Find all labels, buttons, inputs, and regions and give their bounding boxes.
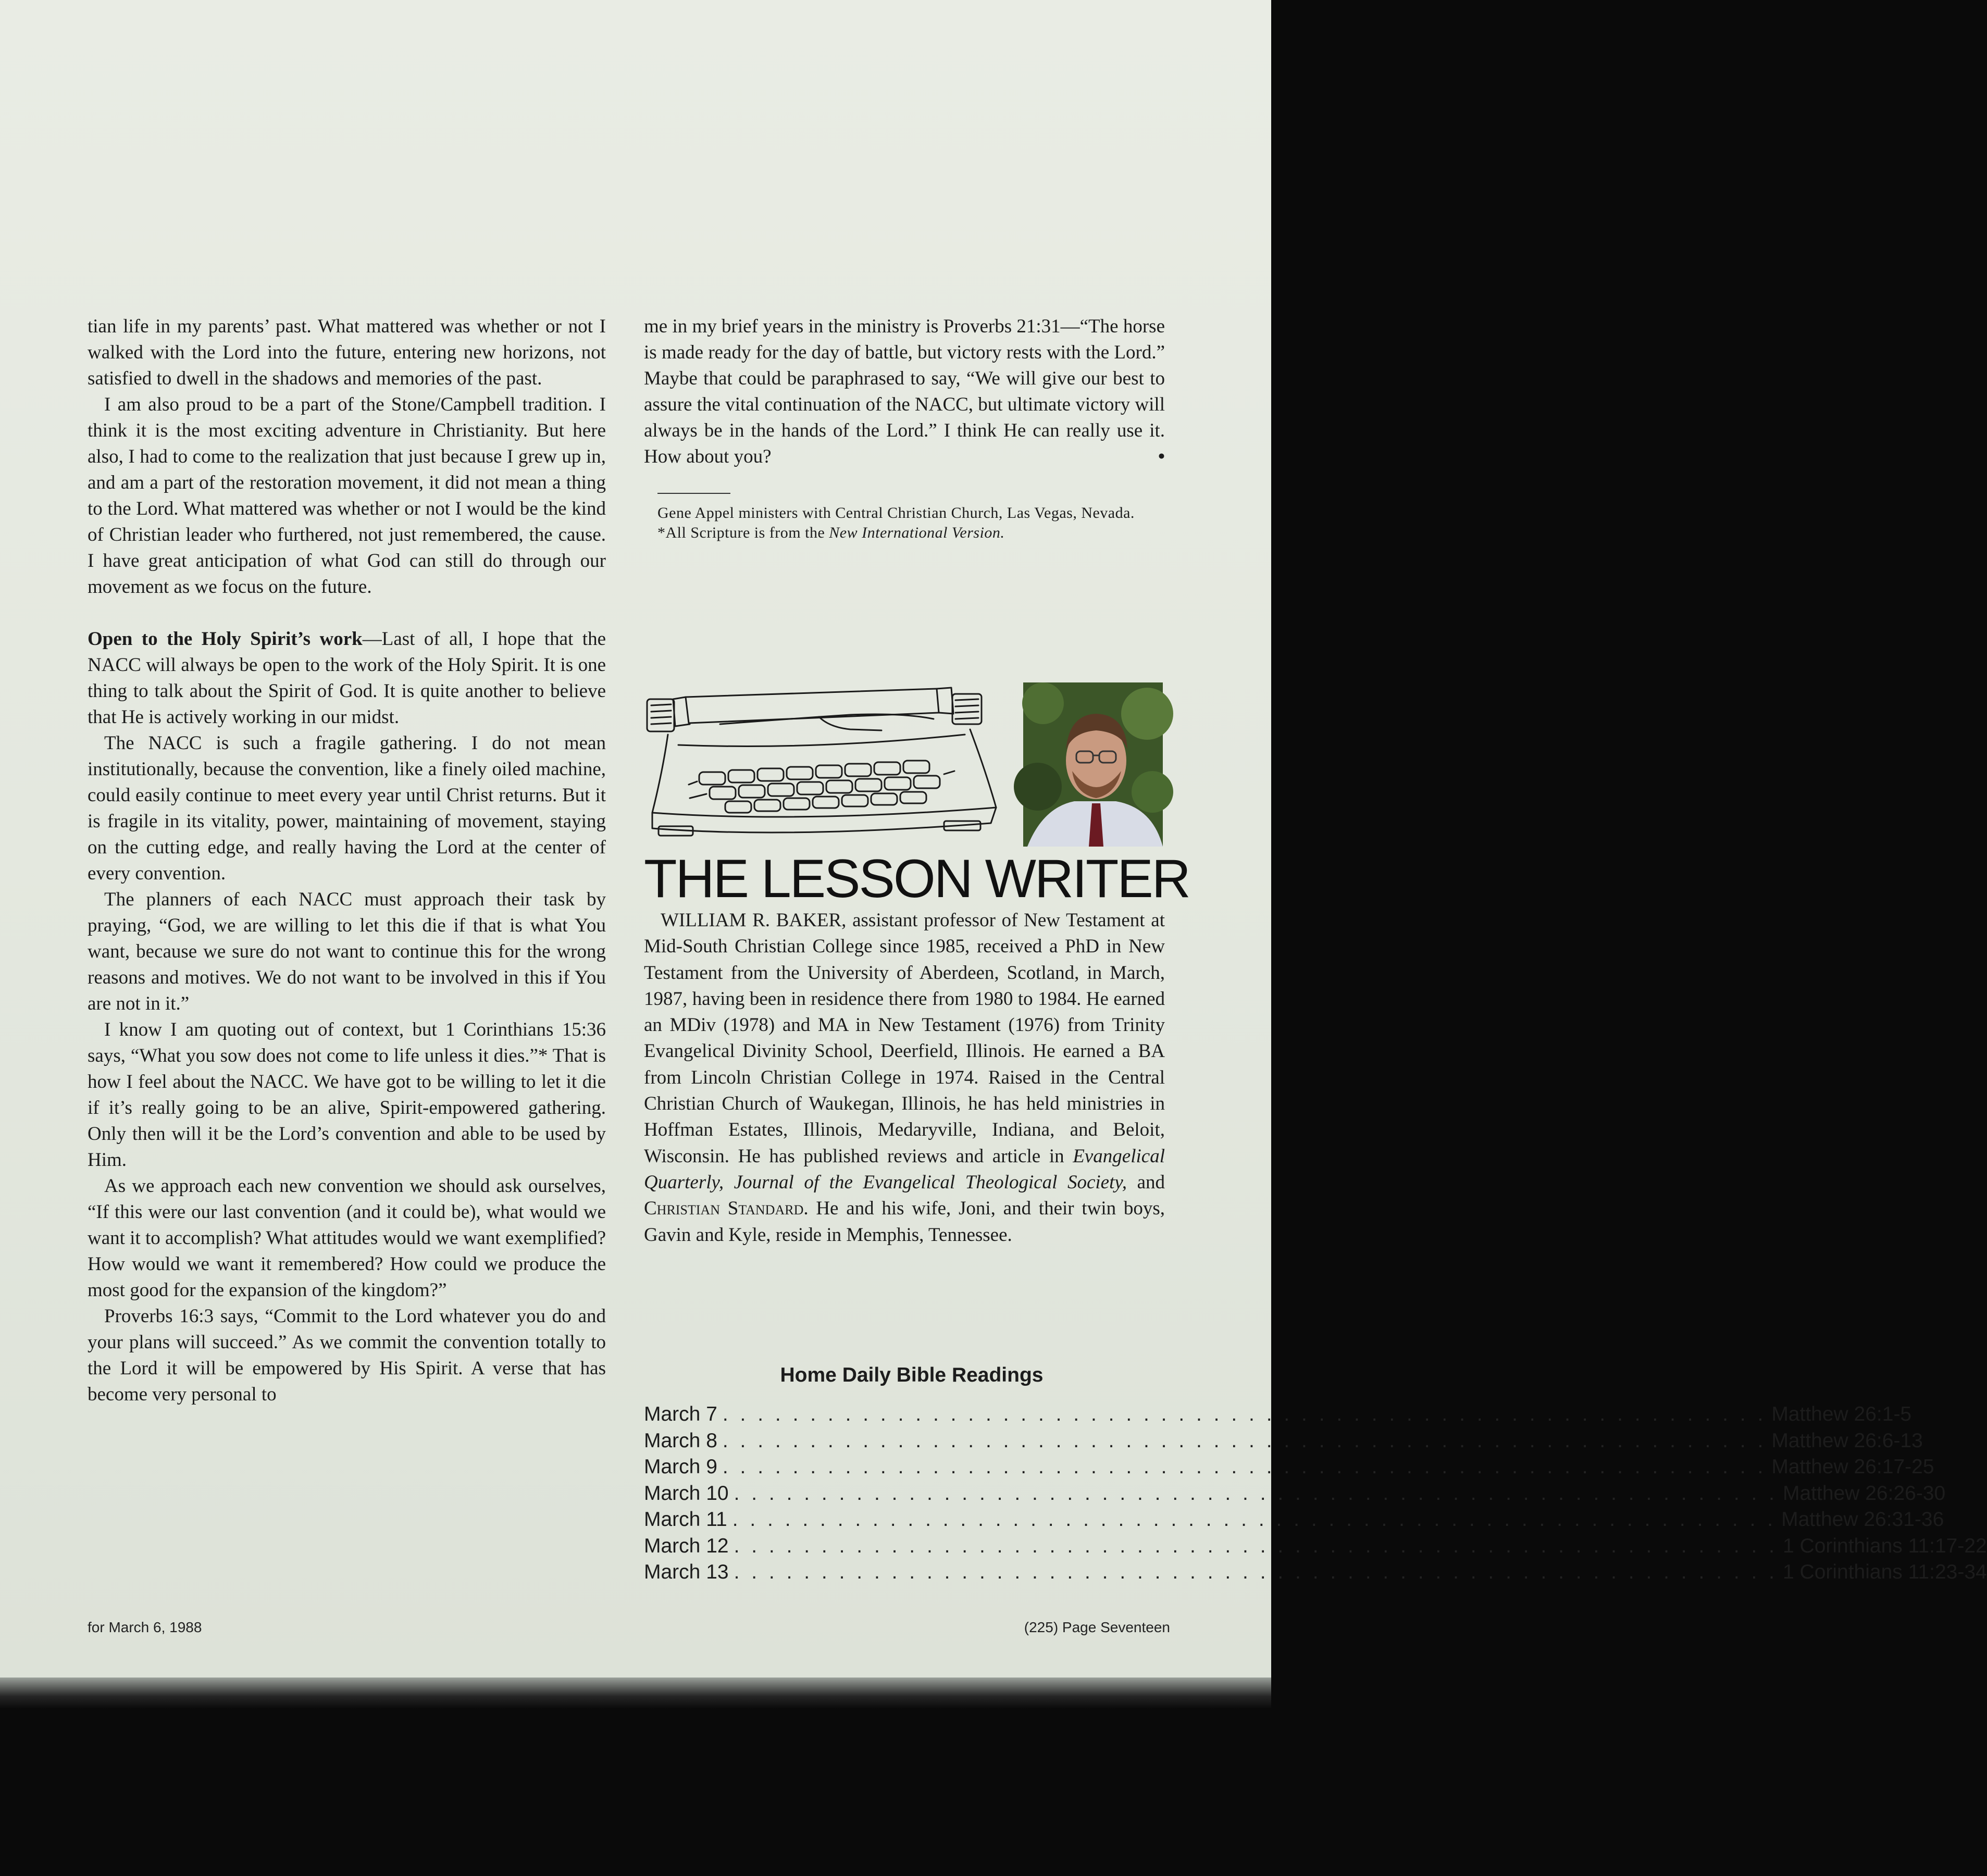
scripture-note-text: *All Scripture is from the [657,524,829,541]
reading-reference: 1 Corinthians 11:23-34 [1783,1561,1987,1583]
bio-journals: Evangelical Quarterly, Journal of the Evangelical Theological Society, [644,1145,1165,1193]
reading-date: March 7 [644,1403,717,1425]
leader-dots: . . . . . . . . . . . . . . . . . . . . . . . . . . . . . . . . . . . . . . . . . . . . . . . . . . . . . . . . . . . . [722,1456,1767,1478]
reading-row [644,1401,1912,1428]
leader-dots: . . . . . . . . . . . . . . . . . . . . . . . . . . . . . . . . . . . . . . . . . . . . . . . . . . . . . . . . . . . . [734,1482,1778,1505]
reading-reference: Matthew 26:1-5 [1771,1403,1912,1425]
paragraph-text: me in my brief years in the ministry is Proverbs 21:31—“The horse is made ready for the day of battle, but victory rests with the Lord.” Maybe that could be paraphrased to say, “We will give our best to assure the vital continuation of the NACC, but ultimate victory will always be in the hands of the Lord.” I think He can really use it. How about you? [644,316,1165,467]
scripture-version: New International Version. [829,524,1005,541]
daily-readings [644,1364,1987,1586]
paragraph: I know I am quoting out of context, but 1 Corinthians 15:36 says, “What you sow does not come to life unless it dies.”* That is how I feel about the NACC. We have got to be willing to let it die if it’s really going to be an alive, Spirit-empowered gathering. Only then will it be the Lord’s convention and able to be used by Him. [88,1019,606,1171]
reading-row [644,1481,1946,1507]
typewriter-icon [647,688,996,836]
keyboard-keys [689,761,954,813]
bio-text: WILLIAM R. BAKER, assistant professor of New Testament at Mid-South Christian College since 1985, received a PhD in New Testament from the University of Aberdeen, Scotland, in March, 1987, having been in residence there from 1980 to 1984. He earned an MDiv (1978) and MA in New Testament (1976) from Trinity Evangelical Divinity School, Deerfield, Illinois. He earned a BA from Lincoln Christian College in 1974. Raised in the Central Christian Church of Waukegan, Illinois, he has held ministries in Hoffman Estates, Illinois, Medaryville, Indiana, and Beloit, Wisconsin. He has published reviews and article in [644,910,1165,1167]
paragraph: The planners of each NACC must approach their task by praying, “God, we are willing to let this die if that is what You want, because we sure do not want to continue this for the wrong reasons and motives. We do not want to be involved in this if You are not in it.” [88,889,606,1014]
reading-row [644,1507,1944,1533]
reading-reference: 1 Corinthians 11:17-22 [1783,1534,1987,1557]
leader-dots: . . . . . . . . . . . . . . . . . . . . . . . . . . . . . . . . . . . . . . . . . . . . . . . . . . . . . . . . . . . . [722,1429,1767,1452]
end-mark: • [1158,446,1165,467]
readings-title: Home Daily Bible Readings [780,1364,1044,1386]
reading-date: March 13 [644,1561,729,1583]
paragraph-open-to-spirit [88,626,606,730]
bio-text: and [1127,1171,1165,1193]
reading-reference: Matthew 26:6-13 [1771,1429,1923,1452]
leader-dots: . . . . . . . . . . . . . . . . . . . . . . . . . . . . . . . . . . . . . . . . . . . . . . . . . . . . . . . . . . . . [732,1508,1777,1531]
reading-date: March 8 [644,1429,717,1452]
reading-row [644,1559,1987,1586]
scripture-note [644,523,1165,543]
leader-dots: . . . . . . . . . . . . . . . . . . . . . . . . . . . . . . . . . . . . . . . . . . . . . . . . . . . . . . . . . . . . [734,1561,1778,1583]
author-photo [1014,682,1173,847]
reading-row [644,1533,1987,1560]
reading-reference: Matthew 26:26-30 [1783,1482,1946,1505]
lesson-writer-illustration [631,682,1168,854]
footer-date: for March 6, 1988 [88,1619,202,1635]
bio-magazine: Christian Standard [644,1198,804,1220]
right-column [644,314,1165,543]
paragraph: I am also proud to be a part of the Stone/Campbell tradition. I think it is the most exciting adventure in Christianity. But here also, I had to come to the realization that just because I grew up in, and am a part of the restoration movement, it did not mean a thing to the Lord. What mattered was whether or not I would be the kind of Christian leader who furthered, not just remembered, the cause. I have great anticipation of what God can still do through our movement as we focus on the future. [88,394,606,598]
reading-date: March 12 [644,1534,729,1557]
paragraph: tian life in my parents’ past. What mattered was whether or not I walked with the Lord into the future, entering new horizons, not satisfied to dwell in the shadows and memories of the past. [88,316,606,389]
author-note: Gene Appel ministers with Central Christian Church, Las Vegas, Nevada. [657,504,1135,521]
bio-text: . He and his wife, Joni, and their twin boys, Gavin and Kyle, reside in Memphis, Tennessee. [644,1198,1165,1246]
run-in-heading: Open to the Holy Spirit’s work [88,628,363,650]
footer-page-number: (225) Page Seventeen [1024,1619,1170,1635]
author-bio [644,908,1165,1248]
paragraph-text: —Last of all, I hope that the NACC will always be open to the work of the Holy Spirit. It is one thing to talk about the Spirit of God. It is quite another to believe that He is actively working in our midst. [88,628,606,728]
reading-row [644,1454,1934,1481]
reading-date: March 11 [644,1508,727,1531]
reading-row [644,1428,1923,1455]
reading-date: March 9 [644,1456,717,1478]
paragraph: As we approach each new convention we should ask ourselves, “If this were our last convention (and it could be), what would we want it to accomplish? What attitudes would we want exemplified? How would we want it remembered? How could we produce the most good for the expansion of the kingdom?” [88,1175,606,1301]
note-divider [657,493,730,494]
leader-dots: . . . . . . . . . . . . . . . . . . . . . . . . . . . . . . . . . . . . . . . . . . . . . . . . . . . . . . . . . . . . [722,1403,1767,1425]
lesson-writer-title: THE LESSON WRITER [644,849,1189,909]
paragraph: The NACC is such a fragile gathering. I do not mean institutionally, because the convention, like a finely oiled machine, could easily continue to meet every year until Christ returns. But it is fragile in its vitality, power, maintaining of movement, staying on the cutting edge, and really having the Lord at the center of every convention. [88,732,606,884]
page-bottom-shadow [0,1678,1271,1709]
reading-reference: Matthew 26:31-36 [1781,1508,1944,1531]
leader-dots: . . . . . . . . . . . . . . . . . . . . . . . . . . . . . . . . . . . . . . . . . . . . . . . . . . . . . . . . . . . . [734,1534,1778,1557]
reading-reference: Matthew 26:17-25 [1771,1456,1934,1478]
left-column [88,314,606,1408]
paragraph [644,314,1165,470]
readings-list [644,1401,1987,1586]
paragraph: Proverbs 16:3 says, “Commit to the Lord whatever you do and your plans will succeed.” As we commit the convention totally to the Lord it will be empowered by His Spirit. A verse that has become very personal to [88,1306,606,1405]
reading-date: March 10 [644,1482,729,1505]
